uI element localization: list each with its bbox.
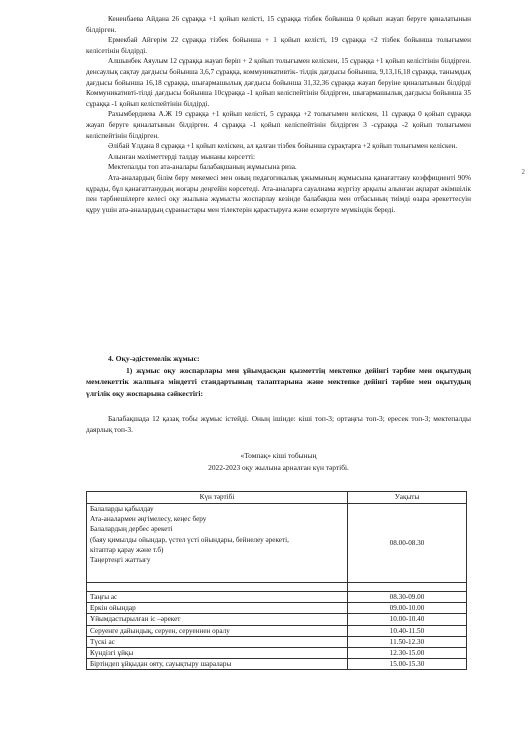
paragraph: Мектепалды топ ата-аналары балабақшаның жұмысына риза. <box>108 163 297 172</box>
time-cell: 09.00-10.00 <box>348 603 467 614</box>
column-header-activity: Күн тәртібі <box>87 492 348 504</box>
paragraph: Әлібай Ұлдана 8 сұраққа +1 қойып келіскен, ал қалған тізбек бойынша сұрақтарға +2 қойып толығымен келіскен. <box>108 142 458 151</box>
margin-mark: 2 <box>521 168 525 176</box>
empty-cell <box>348 583 467 592</box>
table-header-row <box>87 492 467 504</box>
table-row <box>87 603 467 614</box>
time-cell: 08.30-09.00 <box>348 592 467 603</box>
activity-cell: Серуенге дайындық, серуен, серуеннен оралу <box>87 625 348 636</box>
groups-text: Балабақшада 12 қазақ тобы жұмыс істейді. Оның ішінде: кіші топ-3; ортаңғы топ-3; ересек топ-3; мектепалды даярлық топ-3. <box>86 414 471 435</box>
table-row <box>87 592 467 603</box>
paragraph: Алынған мәліметтерді талдау мынаны көрсетті: <box>108 152 255 161</box>
table-row <box>87 614 467 625</box>
time-cell: 15.00-15.30 <box>348 659 467 670</box>
section-heading <box>86 353 471 399</box>
column-header-time: Уақыты <box>348 492 467 504</box>
time-cell: 10.40-11.50 <box>348 625 467 636</box>
schedule-title-line1: «Томпақ» кіші тобының <box>240 451 317 460</box>
activity-cell: Ұйымдастырылған іс –әрекет <box>87 614 348 625</box>
empty-cell <box>87 583 348 592</box>
time-cell: 08.00-08.30 <box>348 504 467 583</box>
table-row <box>87 625 467 636</box>
time-cell: 12.30-15.00 <box>348 648 467 659</box>
paragraph: Ермекбай Айгерім 22 сұраққа тізбек бойынша + 1 қойып келісті, 19 сұраққа +2 тізбек бойынша толығымен келісетінін білдірді. <box>86 36 471 55</box>
activity-line: (баяу қимылды ойындар, үстел үсті ойындары, бейнелеу әрекеті, <box>90 535 289 544</box>
activity-line: Балаларды қабылдау <box>90 505 154 513</box>
paragraph: Кененбаева Айдана 26 сұраққа +1 қойып келісті, 15 сұраққа тізбек бойынша 0 қойып жауап беруге қиналатынын білдірген. <box>86 15 471 34</box>
activity-cell: Біртіндеп ұйқыдан ояту, сауықтыру шаралары <box>87 659 348 670</box>
activity-cell: Еркін ойындар <box>87 603 348 614</box>
table-row <box>87 648 467 659</box>
time-cell: 11.50-12.30 <box>348 636 467 647</box>
section-title: 4. Оқу-әдістемелік жұмыс: <box>108 354 200 363</box>
section-subtitle: 1) жұмыс оқу жоспарлары мен ұйымдасқан қызметтің мектепке дейінгі тәрбие мен оқытудың мемлекеттік жалпыға міндетті стандартының талаптарына және мектепке дейінгі тәрбие мен оқытудың үлгілік оқу жоспарына сәйкестігі: <box>86 365 471 398</box>
paragraph: Алшынбек Аяулым 12 сұраққа жауап беріп + 2 қойып толығымен келіскен, 15 сұраққа +1 қойып келісітінін білдірген. денсаулық сақтау дағдысы бойынша 3,6,7 сұраққа, коммуникативтік- тілдік дағдысы бойынша, 9,13,16,18 сұраққа, танымдық дағдысы бойынша 16,18 сұраққа, шығармашылық дағдысы бойынша 31,32,36 сұраққа жауап беруіне қиналатынын білдірді Коммуникативті-тілді дағдысы бойынша 10сұраққа -1 қойып келіспейтінін білдірген, шығармашылық дағдысы бойынша 35 сұраққа -1 қойып келіспейтінін білдірді. <box>86 57 471 108</box>
table-row <box>87 659 467 670</box>
activity-cell <box>87 504 348 583</box>
activity-line: Балалардың дербес әрекеті <box>90 525 173 534</box>
activity-cell: Түскі ас <box>87 636 348 647</box>
schedule-title-line2: 2022-2023 оқу жылына арналған күн тәртібі. <box>208 462 349 472</box>
table-spacer-row <box>87 583 467 592</box>
daily-schedule-table <box>86 491 467 670</box>
table-row <box>87 504 467 583</box>
paragraph: Рахымбердиева А.Ж 19 сұраққа +1 қойып келісті, 5 сұраққа +2 толығымен келіскен, 11 сұраққа 0 қойып сұраққа жауап беруге қиналатынын білдірген. 4 сұраққа -1 қойып келіспейтінін білдірген 3 -сұраққа -2 қойып толығымен келіспейтінін білдірген. <box>86 110 471 140</box>
paragraph: Ата-аналардың білім беру мекемесі мен оның педагогикалық ұжымының жұмысына қанағаттану коэффициенті 90% құрады, бұл қанағаттанудың жоғары деңгейін көрсетеді. Ата-аналарға сауалнама жүргізу арқылы алынған ақпарат әкімшілік пен тәрбиешілерге келесі оқу жылына жұмысты жоспарлау кезінде балабақша мен отбасының тиімді өзара әрекеттесуін құру үшін ата-аналардың сұраныстары мен тілектерін қарастыруға және ескертуге мүмкіндік береді. <box>86 173 471 214</box>
activity-line: Таңертеңгі жаттығу <box>90 556 151 565</box>
activity-line: Ата-аналармен әңгімелесу, кеңес беру <box>90 515 207 524</box>
activity-cell: Таңғы ас <box>87 592 348 603</box>
table-row <box>87 636 467 647</box>
groups-info <box>86 413 471 436</box>
schedule-title <box>86 450 471 473</box>
activity-cell: Күндізгі ұйқы <box>87 648 348 659</box>
survey-analysis-text <box>86 14 471 215</box>
activity-line: кітаптар қарау және т.б) <box>90 545 164 554</box>
time-cell: 10.00-10.40 <box>348 614 467 625</box>
